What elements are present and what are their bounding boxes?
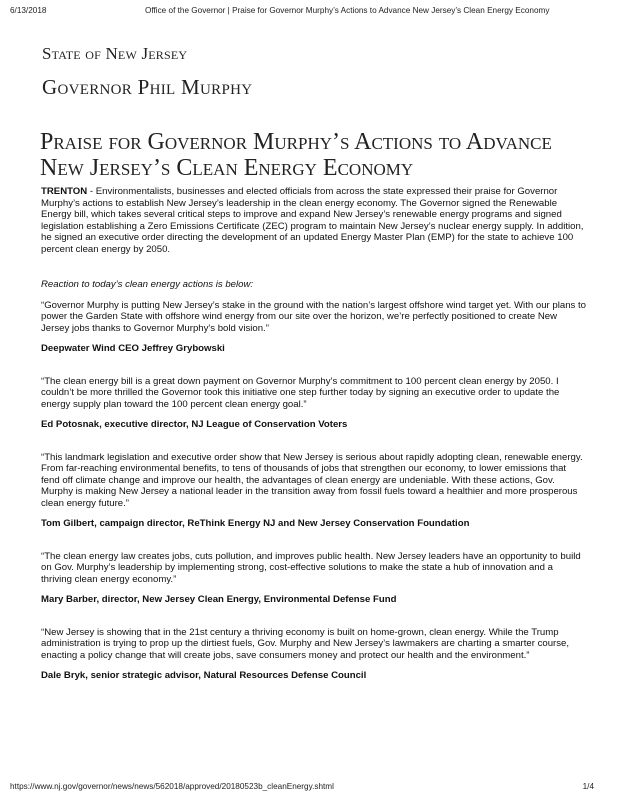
print-date: 6/13/2018 [10,6,47,15]
print-page-number: 1/4 [582,782,594,791]
page-title [40,129,585,181]
quote-text: “Governor Murphy is putting New Jersey’s stake in the ground with the nation’s largest offshore wind target yet. With our plans to power the Garden State with offshore wind energy from our site over the horizon, we’re perfectly positioned to create New Jersey jobs thanks to Governor Murphy's bold vision.” [41,299,586,334]
print-footer [10,782,608,796]
article-body [41,186,586,703]
dateline: TRENTON [41,186,88,197]
headline-line-2: New Jersey’s Clean Energy Economy [40,155,414,181]
site-governor-link[interactable]: Governor Phil Murphy [42,75,253,99]
headline-line-1: Praise for Governor Murphy’s Actions to Advance [40,129,552,155]
quote-text: “The clean energy law creates jobs, cuts pollution, and improves public health. New Jersey leaders have an opportunity to build on Gov. Murphy’s leadership by implementing strong, cost-effective solutions to make the state a hub of innovation and a thriving clean energy economy.” [41,550,581,585]
intro-paragraph [41,186,586,255]
print-url: https://www.nj.gov/governor/news/news/562018/approved/20180523b_cleanEnergy.shtml [10,782,334,791]
site-state-link[interactable]: State of New Jersey [42,44,188,63]
quote-attribution: Ed Potosnak, executive director, NJ League of Conservation Voters [41,419,348,430]
quote-attribution: Mary Barber, director, New Jersey Clean Energy, Environmental Defense Fund [41,594,397,605]
quote-attribution: Dale Bryk, senior strategic advisor, Natural Resources Defense Council [41,670,367,681]
quote-text: “This landmark legislation and executive order show that New Jersey is serious about rapidly adopting clean, renewable energy. From far-reaching environmental benefits, to tens of thousands of jobs that strengthen our economy, to lower emissions that fend off climate change and improve our health, the advantages of clean energy are undeniable. With these actions, Gov. Murphy is making New Jersey a national leader in the transition away from fossil fuels toward a healthier and more prosperous clean energy future.” [41,451,583,509]
quote-text: “New Jersey is showing that in the 21st century a thriving economy is built on home-grown, clean energy. While the Trump administration is trying to prop up the dirtiest fuels, Gov. Murphy and New Jersey’s lawmakers are charting a smarter course, enacting a policy change that will create jobs, save consumers money and protect our health and the environment.” [41,626,570,661]
reaction-label: Reaction to today’s clean energy actions is below: [41,279,254,290]
quote-attribution: Tom Gilbert, campaign director, ReThink Energy NJ and New Jersey Conservation Foundation [41,518,470,529]
intro-text: - Environmentalists, businesses and elected officials from across the state expressed their praise for Governor Murphy’s actions to establish New Jersey’s leadership in the clean energy economy. The Governor signed the Renewable Energy bill, which takes several critical steps to improve and expand New Jersey’s renewable energy programs and signed legislation establishing a Zero Emissions Certificate (ZEC) program to maintain New Jersey’s nuclear energy supply. In addition, he signed an executive order directing the development of an updated Energy Master Plan (EMP) for the state to achieve 100 percent clean energy by 2050. [41,186,584,255]
quote-attribution: Deepwater Wind CEO Jeffrey Grybowski [41,343,225,354]
print-header [10,6,608,20]
print-page-title: Office of the Governor | Praise for Governor Murphy’s Actions to Advance New Jersey’s Clean Energy Economy [145,6,550,15]
quote-text: “The clean energy bill is a great down payment on Governor Murphy’s commitment to 100 percent clean energy by 2050. I couldn’t be more thrilled the Governor took this initiative one step further today by signing an executive order to update the energy supply plan toward the 100 percent clean energy goal.” [41,375,560,410]
